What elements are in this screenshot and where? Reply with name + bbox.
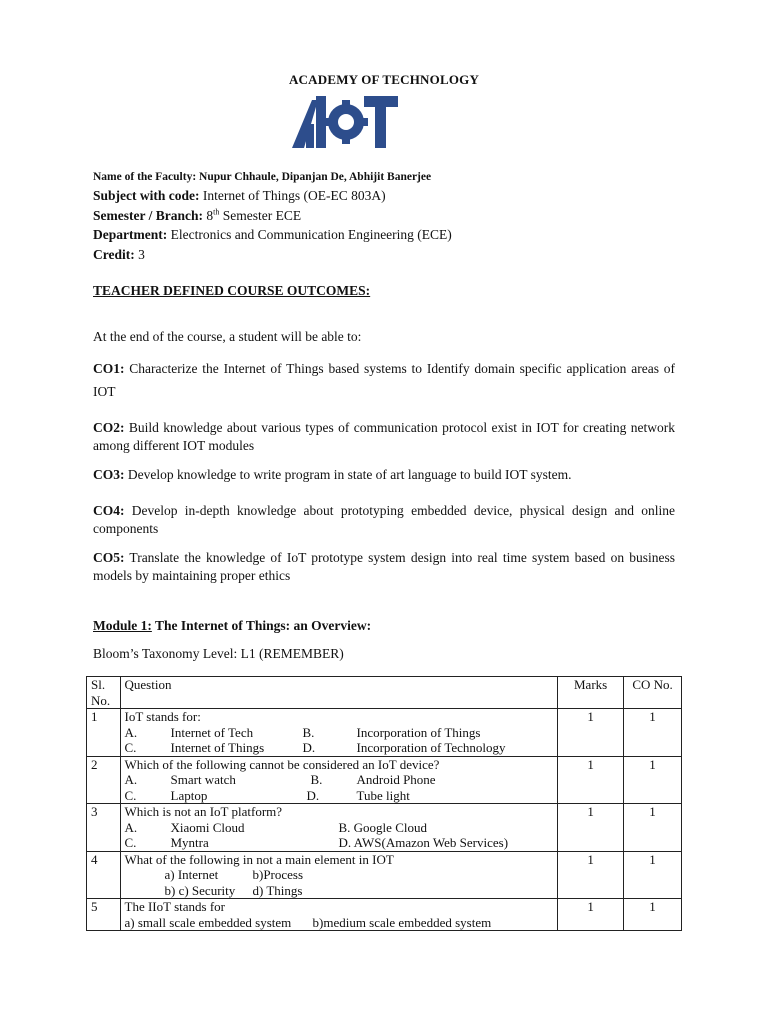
- col-header-sl: Sl. No.: [87, 677, 121, 709]
- faculty-names: Name of the Faculty: Nupur Chhaule, Dipanjan De, Abhijit Banerjee: [93, 171, 432, 183]
- option-text: d) Things: [252, 882, 303, 898]
- credit-line: Credit: 3: [93, 247, 145, 262]
- row-question: [120, 756, 558, 804]
- option-text: Laptop: [170, 787, 208, 803]
- option-text: b)Process: [252, 867, 304, 882]
- bloom-level: Bloom’s Taxonomy Level: L1 (REMEMBER): [93, 646, 344, 661]
- option-letter: A.: [124, 772, 138, 787]
- option-letter: D.: [306, 787, 320, 803]
- option-letter: A.: [124, 819, 138, 835]
- outcomes-heading: TEACHER DEFINED COURSE OUTCOMES:: [93, 283, 371, 298]
- option-letter: A.: [124, 724, 138, 740]
- row-marks: 1: [558, 804, 624, 852]
- outcomes-intro: At the end of the course, a student will be able to:: [93, 329, 362, 344]
- option-letter: D.: [302, 740, 316, 755]
- options-line: [125, 867, 554, 883]
- option-text: Internet of Tech: [170, 724, 254, 740]
- option-letter: C.: [124, 787, 137, 803]
- co2-outcome: CO2: Build knowledge about various types of communication protocol exist in IOT for creating network among different IOT modules: [93, 420, 675, 453]
- option-text: Xiaomi Cloud: [170, 819, 245, 835]
- row-sl: 2: [87, 756, 121, 804]
- row-marks: 1: [558, 899, 624, 931]
- table-row: [87, 756, 682, 804]
- co1-outcome: CO1: Characterize the Internet of Things based systems to Identify domain specific application areas of IOT: [93, 361, 675, 399]
- option-text: a) Internet: [164, 867, 219, 882]
- option-text: Incorporation of Things: [356, 724, 481, 740]
- question-text: IoT stands for:: [124, 709, 201, 724]
- col-header-co: CO No.: [624, 677, 682, 709]
- options-line: [125, 788, 554, 804]
- row-marks: 1: [558, 709, 624, 757]
- row-sl: 3: [87, 804, 121, 852]
- row-question: [120, 851, 558, 899]
- option-text: D. AWS(Amazon Web Services): [338, 835, 509, 850]
- row-co: 1: [624, 709, 682, 757]
- module-title: Module 1: The Internet of Things: an Overview:: [93, 618, 372, 633]
- row-co: 1: [624, 899, 682, 931]
- row-sl: 1: [87, 709, 121, 757]
- co3-outcome: CO3: Develop knowledge to write program in state of art language to build IOT system.: [93, 467, 572, 482]
- subject-line: Subject with code: Internet of Things (OE-EC 803A): [93, 188, 386, 203]
- options-line: [125, 883, 554, 899]
- option-letter: B.: [302, 724, 315, 740]
- table-row: [87, 709, 682, 757]
- row-marks: 1: [558, 851, 624, 899]
- row-sl: 4: [87, 851, 121, 899]
- options-line: [125, 725, 554, 741]
- row-question: [120, 709, 558, 757]
- option-text: Tube light: [356, 787, 410, 803]
- option-text: Smart watch: [170, 772, 236, 787]
- option-text: B. Google Cloud: [338, 819, 427, 835]
- aot-logo: [292, 94, 398, 148]
- options-line: [125, 740, 554, 756]
- row-sl: 5: [87, 899, 121, 931]
- row-co: 1: [624, 804, 682, 852]
- department-line: Department: Electronics and Communication Engineering (ECE): [93, 227, 452, 242]
- options-line: [125, 835, 554, 851]
- option-letter: C.: [124, 740, 137, 755]
- question-text: Which is not an IoT platform?: [124, 804, 283, 819]
- question-text: Which of the following cannot be considered an IoT device?: [124, 756, 440, 772]
- option-text: a) small scale embedded system: [124, 914, 292, 930]
- co5-outcome: CO5: Translate the knowledge of IoT prototype system design into real time system based on business models by maintaining proper ethics: [93, 550, 675, 583]
- row-co: 1: [624, 756, 682, 804]
- row-co: 1: [624, 851, 682, 899]
- option-text: b)medium scale embedded system: [312, 914, 492, 930]
- col-header-marks: Marks: [558, 677, 624, 709]
- co4-outcome: CO4: Develop in-depth knowledge about prototyping embedded device, physical design and online components: [93, 503, 675, 536]
- row-question: [120, 804, 558, 852]
- option-text: Android Phone: [356, 772, 436, 787]
- semester-line: Semester / Branch: 8th Semester ECE: [93, 207, 302, 223]
- table-row: [87, 899, 682, 931]
- question-text: The IIoT stands for: [124, 899, 225, 914]
- row-marks: 1: [558, 756, 624, 804]
- question-table: [86, 676, 682, 931]
- option-letter: C.: [124, 835, 137, 850]
- option-text: Myntra: [170, 835, 209, 850]
- table-header-row: [87, 677, 682, 709]
- options-line: [125, 915, 554, 931]
- question-text: What of the following in not a main element in IOT: [124, 851, 394, 867]
- table-row: [87, 851, 682, 899]
- option-text: Incorporation of Technology: [356, 740, 506, 755]
- option-text: b) c) Security: [164, 882, 236, 898]
- option-text: Internet of Things: [170, 740, 265, 755]
- table-row: [87, 804, 682, 852]
- option-letter: B.: [310, 772, 323, 787]
- options-line: [125, 772, 554, 788]
- row-question: [120, 899, 558, 931]
- options-line: [125, 820, 554, 836]
- institution-title: ACADEMY OF TECHNOLOGY: [288, 72, 480, 87]
- col-header-question: Question: [120, 677, 558, 709]
